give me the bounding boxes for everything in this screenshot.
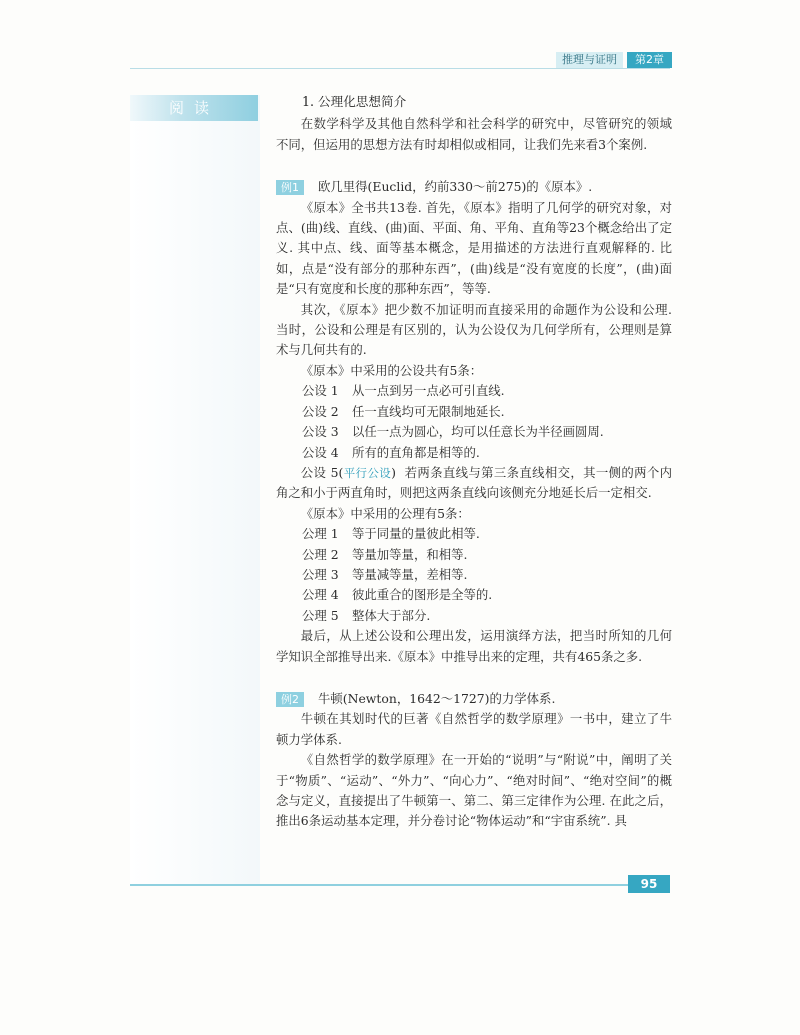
sidebar-margin bbox=[130, 95, 260, 885]
example2-heading bbox=[276, 689, 672, 709]
example1-conclusion: 最后，从上述公设和公理出发，运用演绎方法，把当时所知的几何学知识全部推导出来.《原本》中推导出来的定理，共有465条之多. bbox=[276, 628, 672, 664]
example1-paragraph-2: 其次，《原本》把少数不加证明而直接采用的命题作为公设和公理. 当时，公设和公理是有区别的，认为公设仅为几何学所有，公理则是算术与几何共有的. bbox=[276, 301, 672, 358]
reading-label: 阅读 bbox=[130, 95, 258, 121]
postulate-item bbox=[276, 443, 672, 463]
postulate-number: 公设 4 bbox=[302, 444, 339, 460]
axiom-number: 公理 1 bbox=[302, 526, 339, 542]
axiom-text: 等于同量的量彼此相等. bbox=[352, 526, 480, 542]
page-number: 95 bbox=[628, 875, 670, 893]
axiom-number: 公理 5 bbox=[302, 607, 339, 623]
postulate-item bbox=[276, 402, 672, 422]
example1-paragraph-1: 《原本》全书共13卷. 首先，《原本》指明了几何学的研究对象，对点、(曲)线、直线、(曲)面、平面、角、平角、直角等23个概念给出了定义. 其中点、线、面等基本概念，是用描述的方法进行直观解释的. 比如，点是“没有部分的那种东西”，(曲)线是“没有宽度的长度”，(曲)面是“只有宽度和长度的那种东西”，等等. bbox=[276, 199, 672, 297]
axiom-text: 等量减等量，差相等. bbox=[352, 566, 468, 582]
section-title: 1. 公理化思想简介 bbox=[302, 94, 407, 109]
postulate5-prefix: 公设 5( bbox=[300, 464, 344, 480]
postulate-number: 公设 2 bbox=[302, 403, 339, 419]
postulate-text: 所有的直角都是相等的. bbox=[352, 444, 480, 460]
running-header bbox=[556, 52, 672, 68]
postulate-number: 公设 1 bbox=[302, 383, 339, 399]
axiom-text: 彼此重合的图形是全等的. bbox=[352, 587, 493, 603]
axioms-intro: 《原本》中采用的公理有5条： bbox=[300, 505, 470, 521]
axiom-item bbox=[276, 585, 672, 605]
header-chapter-badge: 第2章 bbox=[627, 52, 672, 68]
axiom-item bbox=[276, 565, 672, 585]
axiom-number: 公理 4 bbox=[302, 587, 339, 603]
postulate-text: 任一直线均可无限制地延长. bbox=[352, 403, 505, 419]
postulate-number: 公设 3 bbox=[302, 424, 339, 440]
postulate-5 bbox=[276, 463, 672, 504]
axiom-item bbox=[276, 524, 672, 544]
header-section-title: 推理与证明 bbox=[556, 52, 623, 68]
axiom-text: 等量加等量，和相等. bbox=[352, 546, 468, 562]
postulate5-text: 若两条直线与第三条直线相交，其一侧的两个内角之和小于两直角时，则把这两条直线向该侧充分地延长后一定相交. bbox=[276, 464, 673, 501]
axiom-text: 整体大于部分. bbox=[352, 607, 431, 623]
header-divider bbox=[130, 68, 670, 69]
axiom-number: 公理 2 bbox=[302, 546, 339, 562]
example1-title: 欧几里得(Euclid，约前330～前275)的《原本》. bbox=[318, 179, 593, 195]
intro-paragraph: 在数学科学及其他自然科学和社会科学的研究中，尽管研究的领域不同，但运用的思想方法有时却相似或相同，让我们先来看3个案例. bbox=[276, 116, 672, 152]
example1-heading bbox=[276, 177, 672, 197]
postulate-text: 从一点到另一点必可引直线. bbox=[352, 383, 505, 399]
example2-label: 例2 bbox=[276, 692, 304, 707]
postulate-item bbox=[276, 381, 672, 401]
axiom-item bbox=[276, 545, 672, 565]
example2-paragraph-2: 《自然哲学的数学原理》在一开始的“说明”与“附说”中，阐明了关于“物质”、“运动”、“外力”、“向心力”、“绝对时间”、“绝对空间”的概念与定义，直接提出了牛顿第一、第二、第三定律作为公理. 在此之后，推出6条运动基本定理，并分卷讨论“物体运动”和“宇宙系统”. 具 bbox=[276, 752, 672, 829]
postulate-text: 以任一点为圆心，均可以任意长为半径画圆周. bbox=[352, 424, 604, 440]
postulate-item bbox=[276, 422, 672, 442]
axiom-number: 公理 3 bbox=[302, 566, 339, 582]
postulates-intro: 《原本》中采用的公设共有5条： bbox=[300, 362, 483, 378]
example2-paragraph-1: 牛顿在其划时代的巨著《自然哲学的数学原理》一书中，建立了牛顿力学体系. bbox=[276, 711, 672, 747]
parallel-postulate-highlight: 平行公设 bbox=[343, 465, 392, 480]
main-content bbox=[276, 92, 672, 832]
axiom-item bbox=[276, 606, 672, 626]
footer-divider bbox=[130, 884, 628, 886]
postulate5-suffix: ) bbox=[391, 464, 396, 480]
example2-title: 牛顿(Newton，1642～1727)的力学体系. bbox=[318, 690, 556, 706]
example1-label: 例1 bbox=[276, 180, 304, 195]
